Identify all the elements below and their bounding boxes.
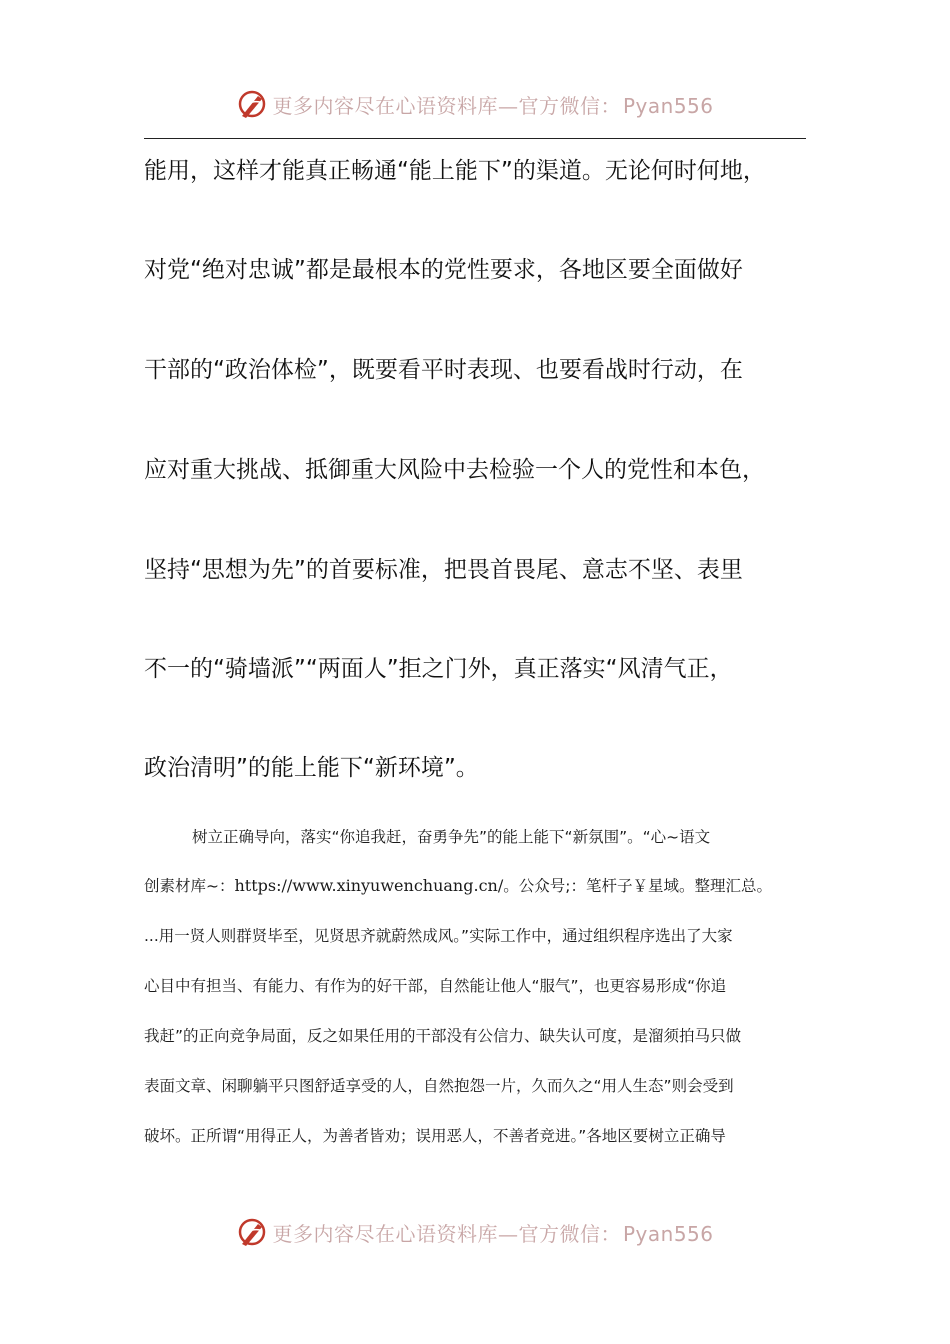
small-line-suffix: 。公众号;：笔杆子￥星域。整理汇总。 — [503, 877, 772, 895]
body-large-line: 应对重大挑战、抵御重大风险中去检验一个人的党性和本色， — [144, 457, 765, 483]
pen-logo-icon — [236, 1216, 268, 1248]
footer-slogan — [272, 1218, 713, 1247]
body-small-line: 表面文章、闲聊躺平只图舒适享受的人，自然抱怨一片，久而久之“用人生态”则会受到 — [144, 1077, 734, 1095]
body-large-line: 干部的“政治体检”，既要看平时表现、也要看战时行动，在 — [144, 357, 743, 383]
body-large-line: 政治清明”的能上能下“新环境”。 — [144, 755, 479, 781]
footer-wechat-id: Pyan556 — [622, 1221, 714, 1246]
small-line-prefix: 创素材库~： — [144, 877, 235, 895]
pen-logo-icon — [236, 88, 268, 120]
body-small-line: 破坏。正所谓“用得正人，为善者皆劝；误用恶人，不善者竞进。”各地区要树立正确导 — [144, 1127, 726, 1145]
body-large-line: 能用，这样才能真正畅通“能上能下”的渠道。无论何时何地， — [144, 158, 766, 184]
header-divider — [144, 138, 806, 139]
source-url-link[interactable]: https://www.xinyuwenchuang.cn/ — [234, 876, 504, 895]
header-slogan-text: 更多内容尽在心语资料库—官方微信： — [272, 93, 621, 118]
footer-slogan-text: 更多内容尽在心语资料库—官方微信： — [272, 1221, 621, 1246]
body-large-line: 对党“绝对忠诚”都是最根本的党性要求，各地区要全面做好 — [144, 257, 743, 283]
header-slogan — [272, 90, 713, 119]
page-footer — [0, 1212, 950, 1252]
body-large-line: 坚持“思想为先”的首要标准，把畏首畏尾、意志不坚、表里 — [144, 557, 743, 583]
body-small-line: ...用一贤人则群贤毕至，见贤思齐就蔚然成风。”实际工作中，通过组织程序选出了大家 — [144, 927, 733, 945]
body-small-line: 我赶”的正向竞争局面，反之如果任用的干部没有公信力、缺失认可度，是溜须拍马只做 — [144, 1027, 742, 1045]
page-header — [0, 84, 950, 124]
body-small-line — [144, 875, 824, 897]
body-large-line: 不一的“骑墙派”“两面人”拒之门外，真正落实“风清气正， — [144, 656, 733, 682]
header-wechat-id: Pyan556 — [622, 93, 714, 118]
body-small-line: 树立正确导向，落实“你追我赶，奋勇争先”的能上能下“新氛围”。“心~语文 — [192, 828, 711, 846]
body-small-line: 心目中有担当、有能力、有作为的好干部，自然能让他人“服气”，也更容易形成“你追 — [144, 977, 727, 995]
